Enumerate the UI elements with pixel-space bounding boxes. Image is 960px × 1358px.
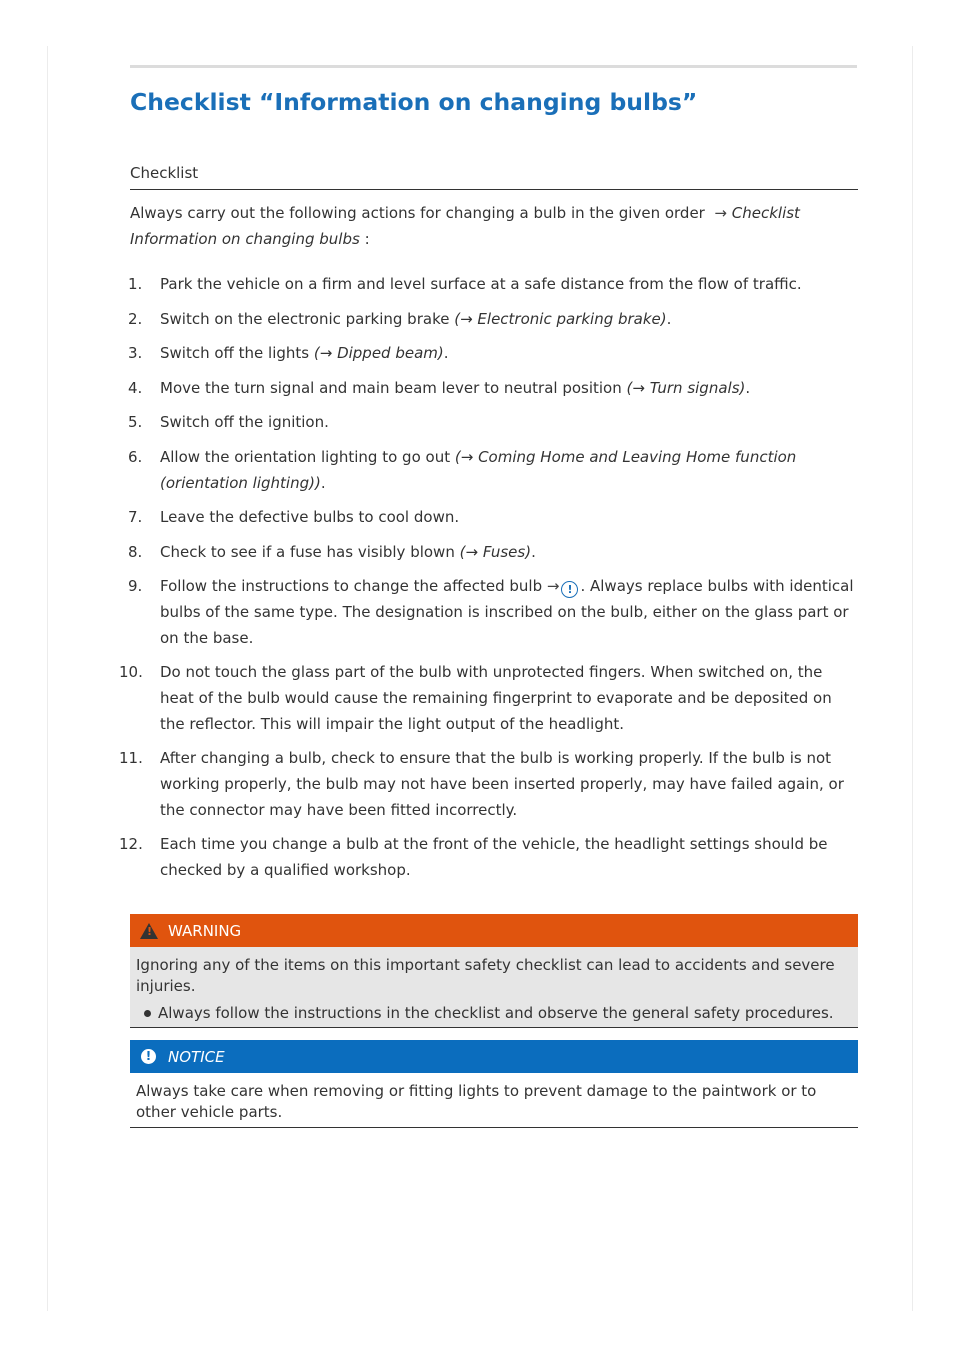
notice-body (130, 1073, 858, 1128)
step-text: Switch off the ignition. (160, 413, 329, 431)
step-text: Move the turn signal and main beam lever to neutral position (→ Turn signals). (160, 379, 751, 397)
warning-bullet-text: Always follow the instructions in the checklist and observe the general safety procedures. (158, 1004, 834, 1022)
arrow-right-icon: → (460, 310, 478, 328)
warning-body (130, 947, 858, 1028)
step-number: 1. (128, 275, 143, 293)
step-number: 9. (128, 577, 143, 595)
intro-paragraph (130, 200, 830, 252)
exclamation-circle-icon: ! (141, 1049, 156, 1064)
warning-header: ! WARNING (130, 914, 858, 947)
arrow-right-icon: → (632, 379, 650, 397)
page-title: Checklist “Information on changing bulbs” (130, 88, 698, 116)
page-margin-left (47, 46, 48, 1311)
section-label: Checklist (130, 164, 199, 182)
warning-circle-icon[interactable]: ! (561, 581, 578, 598)
step-text: Follow the instructions to change the affected bulb → ! . Always replace bulbs with identical bulbs of the same type. The designation is inscribed on the bulb, either on the glass part or on the base. (160, 577, 854, 647)
step-text: Do not touch the glass part of the bulb with unprotected fingers. When switched on, the heat of the bulb would cause the remaining fingerprint to evaporate and be deposited on the reflector. This will impair the light output of the headlight. (160, 663, 832, 733)
step-text: Each time you change a bulb at the front of the vehicle, the headlight settings should be checked by a qualified workshop. (160, 835, 828, 879)
step-text: Allow the orientation lighting to go out (→ Coming Home and Leaving Home function (orientation lighting)). (160, 448, 797, 492)
arrow-right-icon: → (709, 204, 727, 222)
arrow-right-icon: → (460, 448, 479, 466)
step-text: Leave the defective bulbs to cool down. (160, 508, 460, 526)
intro-text: Always carry out the following actions for changing a bulb in the given order (130, 204, 705, 222)
step-number: 10. (119, 663, 143, 681)
step-number: 4. (128, 379, 143, 397)
warning-label: WARNING (168, 922, 242, 940)
step-text: After changing a bulb, check to ensure that the bulb is working properly. If the bulb is not working properly, the bulb may not have been inserted properly, may have failed again, or the connector may have been fitted incorrectly. (160, 749, 844, 819)
notice-header (130, 1040, 858, 1073)
warning-text: Ignoring any of the items on this important safety checklist can lead to accidents and severe injuries. (136, 956, 835, 995)
step-reference-link[interactable]: (→ Electronic parking brake) (454, 310, 667, 328)
step-text: Switch off the lights (→ Dipped beam). (160, 344, 449, 362)
step-number: 7. (128, 508, 143, 526)
bullet-icon (144, 1010, 151, 1017)
page-margin-right (912, 46, 913, 1311)
section-divider (130, 189, 858, 190)
notice-text: Always take care when removing or fitting lights to prevent damage to the paintwork or to other vehicle parts. (136, 1082, 817, 1121)
arrow-right-icon: → (465, 543, 483, 561)
step-number: 2. (128, 310, 143, 328)
step-number: 5. (128, 413, 143, 431)
notice-label: NOTICE (168, 1048, 225, 1066)
header-rule (130, 65, 857, 68)
intro-suffix: : (364, 230, 370, 248)
step-text: Switch on the electronic parking brake (→ Electronic parking brake). (160, 310, 672, 328)
step-reference-link[interactable]: (→ Dipped beam) (313, 344, 444, 362)
arrow-right-icon: → (319, 344, 338, 362)
step-number: 8. (128, 543, 143, 561)
intro-reference-link[interactable]: Checklist Information on changing bulbs (130, 204, 800, 248)
arrow-right-icon: → (546, 577, 560, 595)
step-text: Check to see if a fuse has visibly blown (→ Fuses). (160, 543, 536, 561)
step-reference-link[interactable]: (→ Fuses) (459, 543, 532, 561)
step-reference-link[interactable]: (→ Turn signals) (626, 379, 746, 397)
step-reference-link[interactable]: (→ Coming Home and Leaving Home function (orientation lighting)) (160, 448, 797, 492)
step-number: 12. (119, 835, 143, 853)
step-number: 11. (119, 749, 143, 767)
step-number: 3. (128, 344, 143, 362)
step-number: 6. (128, 448, 143, 466)
step-text: Park the vehicle on a firm and level surface at a safe distance from the flow of traffic. (160, 275, 802, 293)
